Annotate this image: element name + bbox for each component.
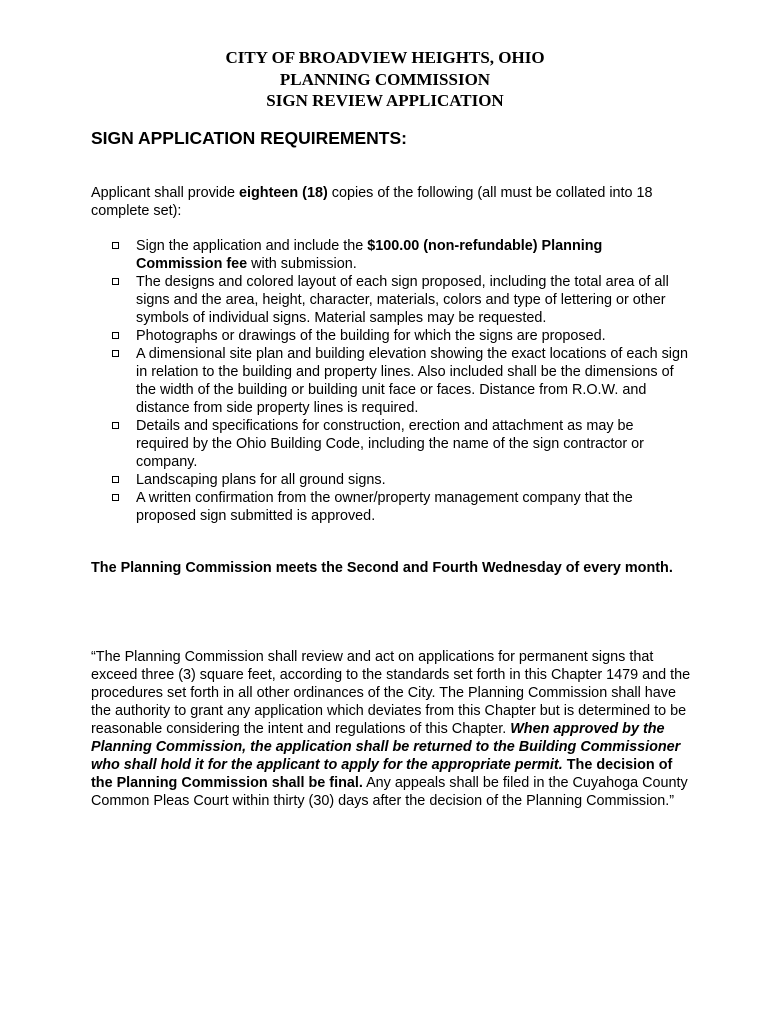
header-application-title: SIGN REVIEW APPLICATION (266, 91, 504, 110)
requirement-fee-before: Sign the application and include the (136, 238, 368, 254)
requirement-item-specifications (110, 417, 690, 471)
quote-decision-final: The decision of the Planning Commission shall be final. (91, 757, 673, 791)
requirement-item-site-plan (110, 345, 690, 417)
requirement-confirmation-text: A written confirmation from the owner/property management company that the proposed sign submitted is approved. (136, 490, 633, 524)
requirement-item-fee (110, 237, 690, 273)
checkbox-bullet-icon (112, 422, 119, 429)
meeting-schedule-note: The Planning Commission meets the Second and Fourth Wednesday of every month. (91, 560, 673, 576)
checkbox-bullet-icon (112, 494, 119, 501)
section-heading: SIGN APPLICATION REQUIREMENTS: (91, 128, 407, 148)
requirement-specifications-text: Details and specifications for construction, erection and attachment as may be required by the Ohio Building Code, including the name of the sign contractor or company. (136, 418, 644, 470)
checkbox-bullet-icon (112, 242, 119, 249)
requirement-fee-after: with submission. (247, 256, 357, 272)
checkbox-bullet-icon (112, 278, 119, 285)
requirement-photographs-text: Photographs or drawings of the building for which the signs are proposed. (136, 328, 606, 344)
requirement-fee-amount: $100.00 (non-refundable) Planning Commission fee (136, 238, 603, 272)
requirement-landscaping-text: Landscaping plans for all ground signs. (136, 472, 386, 488)
quote-appeals: Any appeals shall be filed in the Cuyahoga County Common Pleas Court within thirty (30) days after the decision of the Planning Commission.” (91, 775, 688, 809)
quote-approval-emphasis: When approved by the Planning Commission, the application shall be returned to the Building Commissioner who shall hold it for the applicant to apply for the appropriate permit. (91, 721, 681, 773)
requirement-item-confirmation (110, 489, 690, 525)
requirements-list (110, 237, 690, 525)
requirement-item-landscaping (110, 471, 690, 489)
intro-copies-count: eighteen (18) (239, 185, 328, 201)
intro-text-before: Applicant shall provide (91, 185, 239, 201)
header-commission: PLANNING COMMISSION (279, 69, 491, 89)
requirement-item-designs (110, 273, 690, 327)
requirement-item-photographs (110, 327, 690, 345)
requirement-designs-text: The designs and colored layout of each sign proposed, including the total area of all signs and the area, height, character, materials, colors and type of lettering or other symbols of individual signs. Material samples may be requested. (136, 274, 669, 326)
checkbox-bullet-icon (112, 350, 119, 357)
ordinance-quote (91, 648, 691, 810)
checkbox-bullet-icon (112, 476, 119, 483)
requirement-site-plan-text: A dimensional site plan and building elevation showing the exact locations of each sign in relation to the building and property lines. Also included shall be the dimensions of the width of the building or building unit face or faces. Distance from R.O.W. and distance from side property lines is required. (136, 346, 689, 416)
intro-paragraph (91, 184, 691, 220)
quote-part-1: “The Planning Commission shall review and act on applications for permanent signs that exceed three (3) square feet, according to the standards set forth in this Chapter 1479 and the procedures set forth in all other ordinances of the City. The Planning Commission shall have the authority to grant any application which deviates from this Chapter but is determined to be reasonable considering the intent and regulations of this Chapter. (91, 649, 691, 737)
intro-text-after: copies of the following (all must be collated into 18 complete set): (91, 185, 653, 219)
document-header (0, 47, 770, 112)
header-city: CITY OF BROADVIEW HEIGHTS, OHIO (225, 48, 545, 67)
checkbox-bullet-icon (112, 332, 119, 339)
